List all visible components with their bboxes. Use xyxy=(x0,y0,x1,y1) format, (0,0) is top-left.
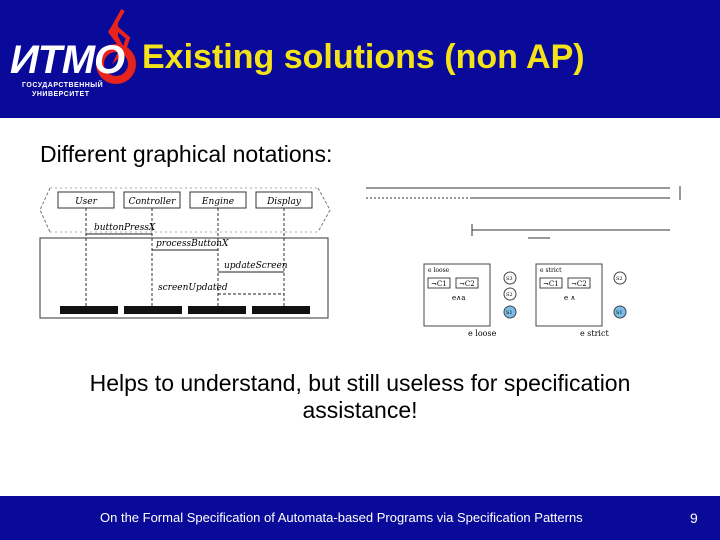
state-diagram xyxy=(420,258,660,340)
lifeline-label: Controller xyxy=(128,197,176,207)
message-label: screenUpdated xyxy=(158,283,228,293)
event-label: ¬C2 xyxy=(459,280,475,288)
lifeline-boxes xyxy=(58,192,312,208)
frame-label: e strict xyxy=(540,267,562,274)
event-label: ¬C1 xyxy=(431,280,447,288)
event-label: ¬C2 xyxy=(571,280,587,288)
message-label: processButtonX xyxy=(156,239,229,249)
logo-subtext-1: ГОСУДАРСТВЕННЫЙ xyxy=(22,82,104,89)
message-label: updateScreen xyxy=(224,261,288,271)
university-logo xyxy=(8,8,138,108)
diagram-caption: e loose xyxy=(468,329,497,338)
sequence-diagram xyxy=(38,182,338,320)
event-label: e∧a xyxy=(452,294,466,302)
loose-diagram xyxy=(424,264,516,338)
state-label: S2 xyxy=(616,276,623,282)
slide-note: Helps to understand, but still useless for specification assistance! xyxy=(89,370,631,423)
footer-title: On the Formal Specification of Automata-based Programs via Specification Patterns xyxy=(100,510,583,525)
message-label: buttonPressX xyxy=(94,223,156,233)
lifeline-label: Engine xyxy=(201,197,235,207)
event-label: ¬C1 xyxy=(543,280,559,288)
lifeline-label: Display xyxy=(267,197,301,207)
logo-subtext-2: УНИВЕРСИТЕТ xyxy=(32,91,90,98)
state-label: S2 xyxy=(506,292,513,298)
state-label: S1 xyxy=(616,310,623,316)
event-label: e ∧ xyxy=(564,294,576,302)
state-label: S3 xyxy=(506,276,513,282)
lifeline-label: User xyxy=(75,197,97,207)
slide-header xyxy=(0,0,720,118)
logo-wordmark: ИТМО xyxy=(10,38,125,82)
diagram-caption: e strict xyxy=(580,329,609,338)
slide-title: Existing solutions (non AP) xyxy=(142,38,585,76)
timeline-diagram xyxy=(360,180,700,250)
slide-footer xyxy=(0,496,720,540)
state-label: S1 xyxy=(506,310,513,316)
slide-subtitle: Different graphical notations: xyxy=(40,141,333,167)
frame-label: e loose xyxy=(428,267,450,274)
strict-diagram xyxy=(536,264,626,338)
page-number: 9 xyxy=(690,510,698,526)
